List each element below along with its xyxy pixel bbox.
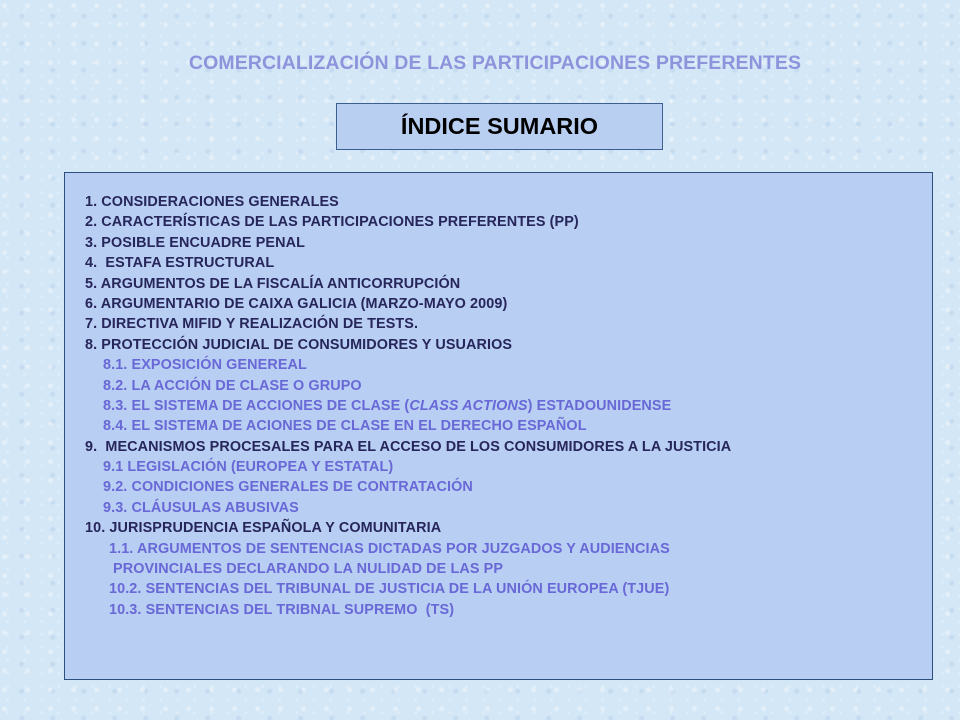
toc-item-8-1: 8.1. EXPOSICIÓN GENEREAL xyxy=(103,357,307,374)
toc-item-8-3-text-a: 8.3. EL SISTEMA DE ACCIONES DE CLASE ( xyxy=(103,397,410,414)
index-heading: ÍNDICE SUMARIO xyxy=(400,113,599,139)
toc-item-2: 2. CARACTERÍSTICAS DE LAS PARTICIPACIONES PREFERENTES (PP) xyxy=(85,214,579,231)
toc-item-10-3: 10.3. SENTENCIAS DEL TRIBNAL SUPREMO (TS) xyxy=(109,601,455,618)
index-heading-box xyxy=(336,103,663,150)
toc-list xyxy=(85,192,731,620)
toc-item-9-3: 9.3. CLÁUSULAS ABUSIVAS xyxy=(103,499,299,516)
toc-item-8-3-text-c: ) ESTADOUNIDENSE xyxy=(527,397,672,414)
toc-item-8-2: 8.2. LA ACCIÓN DE CLASE O GRUPO xyxy=(103,377,362,394)
toc-item-4: 4. ESTAFA ESTRUCTURAL xyxy=(85,255,275,272)
toc-item-8: 8. PROTECCIÓN JUDICIAL DE CONSUMIDORES Y USUARIOS xyxy=(85,336,513,353)
toc-item-10: 10. JURISPRUDENCIA ESPAÑOLA Y COMUNITARIA xyxy=(85,520,442,537)
toc-item-7: 7. DIRECTIVA MIFID Y REALIZACIÓN DE TESTS. xyxy=(85,316,419,333)
toc-item-10-2: 10.2. SENTENCIAS DEL TRIBUNAL DE JUSTICIA DE LA UNIÓN EUROPEA (TJUE) xyxy=(109,581,670,598)
toc-item-8-3 xyxy=(85,396,731,416)
toc-item-6: 6. ARGUMENTARIO DE CAIXA GALICIA (MARZO-MAYO 2009) xyxy=(85,295,508,312)
toc-item-8-4: 8.4. EL SISTEMA DE ACIONES DE CLASE EN EL DERECHO ESPAÑOL xyxy=(103,418,587,435)
toc-item-10-1: 1.1. ARGUMENTOS DE SENTENCIAS DICTADAS POR JUZGADOS Y AUDIENCIAS xyxy=(109,540,670,557)
toc-item-9: 9. MECANISMOS PROCESALES PARA EL ACCESO DE LOS CONSUMIDORES A LA JUSTICIA xyxy=(85,438,732,455)
toc-item-9-2: 9.2. CONDICIONES GENERALES DE CONTRATACIÓN xyxy=(103,479,473,496)
toc-item-3: 3. POSIBLE ENCUADRE PENAL xyxy=(85,234,305,251)
toc-item-9-1: 9.1 LEGISLACIÓN (EUROPEA Y ESTATAL) xyxy=(103,459,394,476)
toc-item-8-3-italic: CLASS ACTIONS xyxy=(409,397,528,414)
toc-item-10-1-cont: PROVINCIALES DECLARANDO LA NULIDAD DE LAS PP xyxy=(113,561,504,578)
slide-title: COMERCIALIZACIÓN DE LAS PARTICIPACIONES PREFERENTES xyxy=(188,52,802,74)
toc-item-1: 1. CONSIDERACIONES GENERALES xyxy=(85,194,339,210)
toc-item-5: 5. ARGUMENTOS DE LA FISCALÍA ANTICORRUPCIÓN xyxy=(85,275,461,292)
toc-panel xyxy=(64,172,933,680)
